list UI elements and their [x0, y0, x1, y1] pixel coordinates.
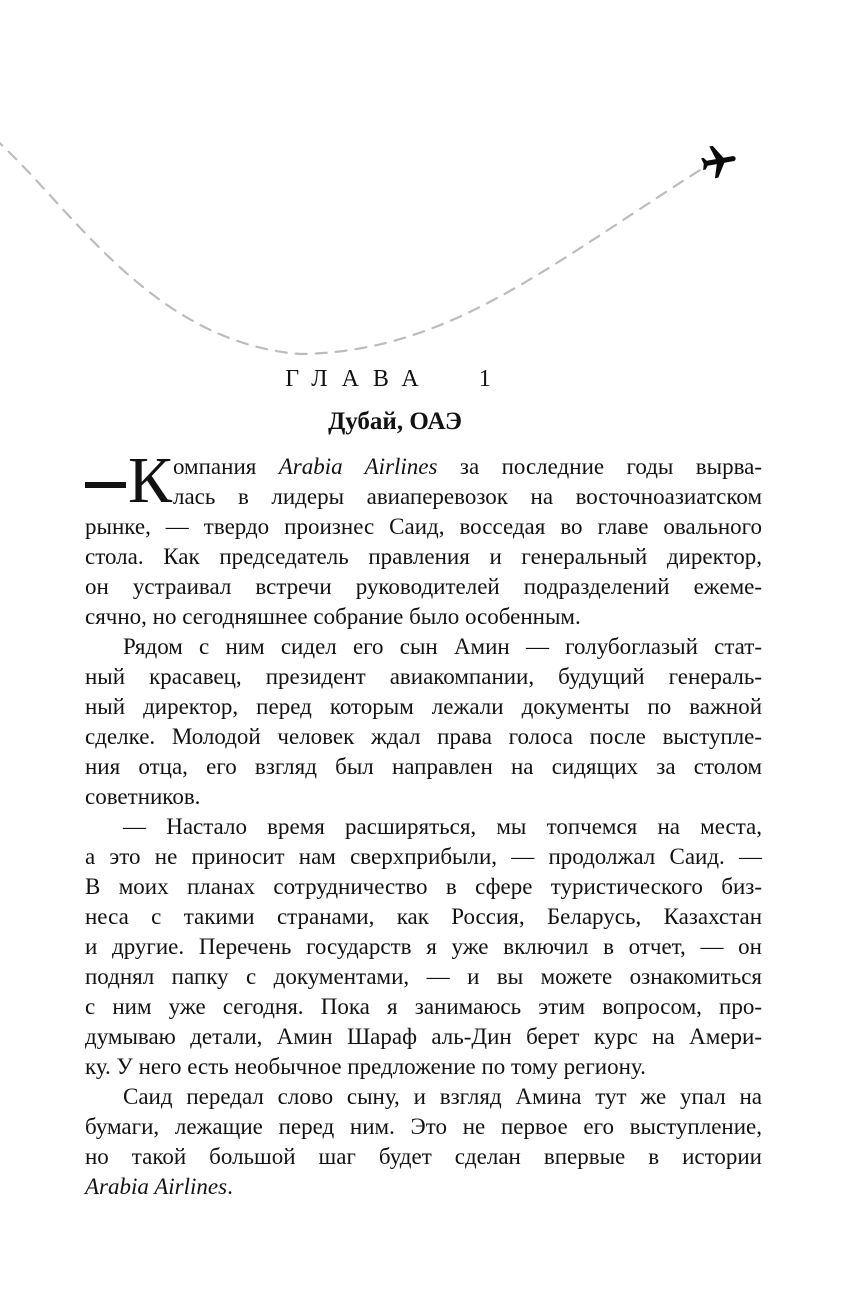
paragraph — [85, 632, 762, 812]
text-line: ный красавец, президент авиакомпании, будущий генераль- — [85, 664, 762, 689]
paragraph — [85, 812, 762, 1082]
body-text — [85, 444, 762, 1202]
text-line: поднял папку с документами, — и вы можете ознакомиться — [85, 964, 762, 989]
text-line: он устраивал встречи руководителей подразделений ежеме- — [85, 574, 762, 599]
text-line: бумаги, лежащие перед ним. Это не первое его выступление, — [85, 1114, 762, 1139]
text-line: ный директор, перед которым лежали документы по важной — [85, 694, 762, 719]
text-line: Рядом с ним сидел его сын Амин — голубоглазый стат- — [123, 634, 762, 659]
text-line: думываю детали, Амин Шараф аль-Дин берет курс на Амери- — [85, 1024, 762, 1049]
chapter-location: Дубай, ОАЭ — [328, 408, 462, 435]
text-line: Arabia Airlines. — [85, 1174, 233, 1199]
text-line: лась в лидеры авиаперевозок на восточноазиатском — [173, 484, 762, 509]
text-line: и другие. Перечень государств я уже включил в отчет, — он — [85, 934, 762, 959]
text-line: ния отца, его взгляд был направлен на сидящих за столом — [85, 754, 762, 779]
airplane-icon — [699, 142, 738, 180]
text-line: советников. — [85, 784, 201, 809]
chapter-header — [85, 364, 705, 437]
text-line: ку. У него есть необычное предложение по тому региону. — [85, 1054, 646, 1079]
text-line: с ним уже сегодня. Пока я занимаюсь этим вопросом, про- — [85, 994, 762, 1019]
text-line: омпания Arabia Airlines за последние годы вырва- — [173, 454, 762, 479]
text-line: рынке, — твердо произнес Саид, восседая во главе овального — [85, 514, 762, 539]
text-line: но такой большой шаг будет сделан впервые в истории — [85, 1144, 762, 1169]
paragraph — [85, 1082, 762, 1202]
text-line: неса с такими странами, как Россия, Беларусь, Казахстан — [85, 904, 762, 929]
text-line: а это не приносит нам сверхприбыли, — продолжал Саид. — — [85, 844, 762, 869]
chapter-title: ГЛАВА 1 — [285, 366, 505, 392]
dashed-flight-path — [0, 138, 700, 354]
text-line: В моих планах сотрудничество в сфере туристического биз- — [85, 874, 762, 899]
drop-cap — [85, 444, 173, 517]
text-line: сделке. Молодой человек ждал права голоса после выступле- — [85, 724, 762, 749]
text-line: сячно, но сегодняшнее собрание было особенным. — [85, 604, 581, 629]
text-line: Саид передал слово сыну, и взгляд Амина тут же упал на — [123, 1084, 762, 1109]
flight-path-decoration — [0, 0, 845, 400]
drop-cap-letter: К — [128, 444, 173, 517]
em-dash — [85, 482, 126, 488]
text-line: — Настало время расширяться, мы топчемся на места, — [123, 814, 762, 839]
text-line: стола. Как председатель правления и генеральный директор, — [85, 544, 762, 569]
paragraph — [85, 444, 762, 632]
